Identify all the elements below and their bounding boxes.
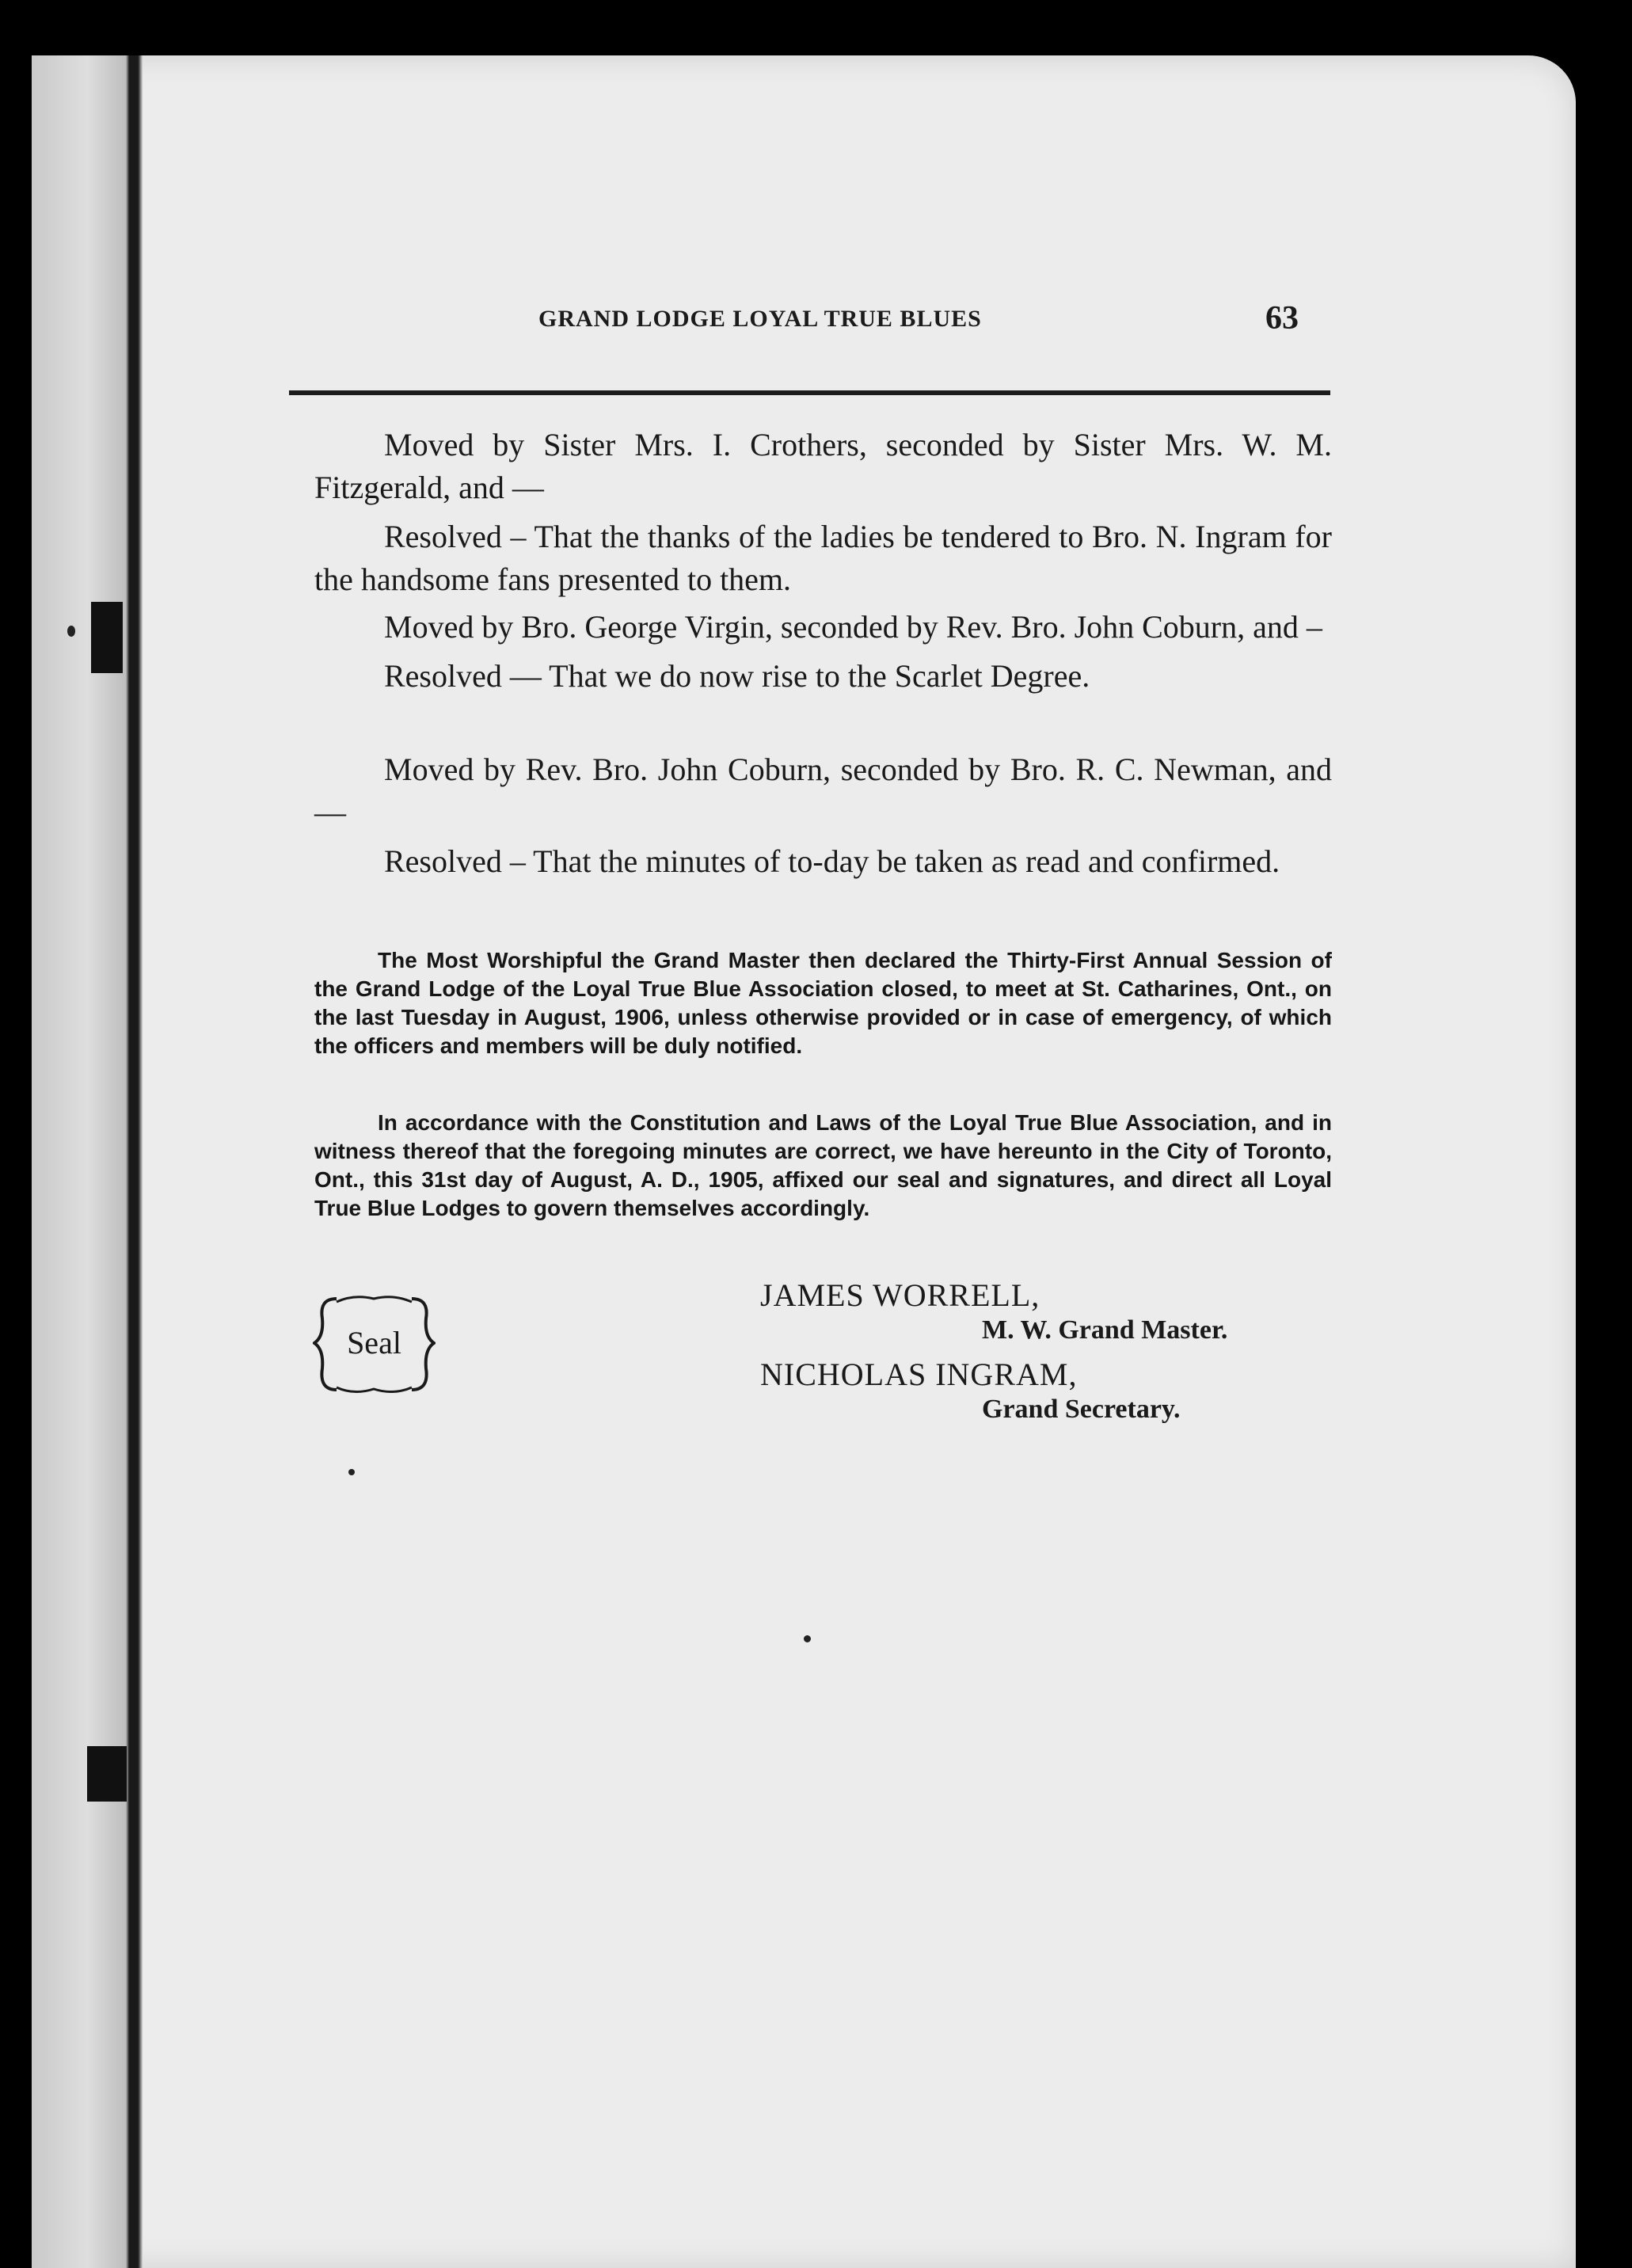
motion-moved: Moved by Bro. George Virgin, seconded by Rev. Bro. John Coburn, and – xyxy=(384,609,1322,645)
binding-mark xyxy=(87,1746,127,1802)
signatory-name: NICHOLAS INGRAM, xyxy=(760,1357,1078,1392)
binding-mark xyxy=(91,602,123,673)
seal xyxy=(313,1291,436,1398)
motion-moved: Moved by Rev. Bro. John Coburn, seconded by Bro. R. C. Newman, and— xyxy=(314,752,1332,830)
speck xyxy=(348,1469,355,1475)
speck xyxy=(67,626,75,637)
motion-2 xyxy=(314,606,1332,698)
attestation: In accordance with the Constitution and Laws of the Loyal True Blue Association, and in witness thereof that the foregoing minutes are correct, we have hereunto in the City of Toronto, Ont., this 31st day of August, A. D., 1905, affixed our seal and signatures, and direct all Loyal True Blue Lodges to govern themselves accordingly. xyxy=(314,1110,1332,1220)
motion-1 xyxy=(314,424,1332,601)
closing-declaration-block xyxy=(314,946,1332,1060)
signatory-title: Grand Secretary. xyxy=(982,1395,1181,1424)
page-header xyxy=(285,277,1330,341)
attestation-block xyxy=(314,1109,1332,1223)
running-head: GRAND LODGE LOYAL TRUE BLUES xyxy=(538,306,982,332)
signatory-name: JAMES WORRELL, xyxy=(760,1277,1040,1313)
motion-resolved: Resolved — That we do now rise to the Scarlet Degree. xyxy=(384,658,1090,694)
page-number: 63 xyxy=(1265,300,1299,337)
motion-resolved: Resolved – That the thanks of the ladies be tendered to Bro. N. Ingram for the handsome fans presented to them. xyxy=(314,519,1332,597)
motion-resolved: Resolved – That the minutes of to-day be taken as read and confirmed. xyxy=(384,843,1280,879)
header-rule xyxy=(289,390,1330,395)
closing-declaration: The Most Worshipful the Grand Master then declared the Thirty-First Annual Session of the Grand Lodge of the Loyal True Blue Association closed, to meet at St. Catharines, Ont., on the last Tuesday in August, 1906, unless otherwise provided or in case of emergency, of which the officers and members will be duly notified. xyxy=(314,948,1332,1058)
signature-grand-secretary xyxy=(760,1356,1181,1425)
seal-label: Seal xyxy=(347,1325,401,1360)
signature-grand-master xyxy=(760,1277,1227,1345)
motion-3 xyxy=(314,748,1332,883)
signatory-title: M. W. Grand Master. xyxy=(982,1315,1228,1345)
motion-moved: Moved by Sister Mrs. I. Crothers, seconded by Sister Mrs. W. M. Fitzgerald, and — xyxy=(314,427,1332,505)
speck xyxy=(804,1635,811,1642)
binding-gutter xyxy=(32,55,143,2268)
